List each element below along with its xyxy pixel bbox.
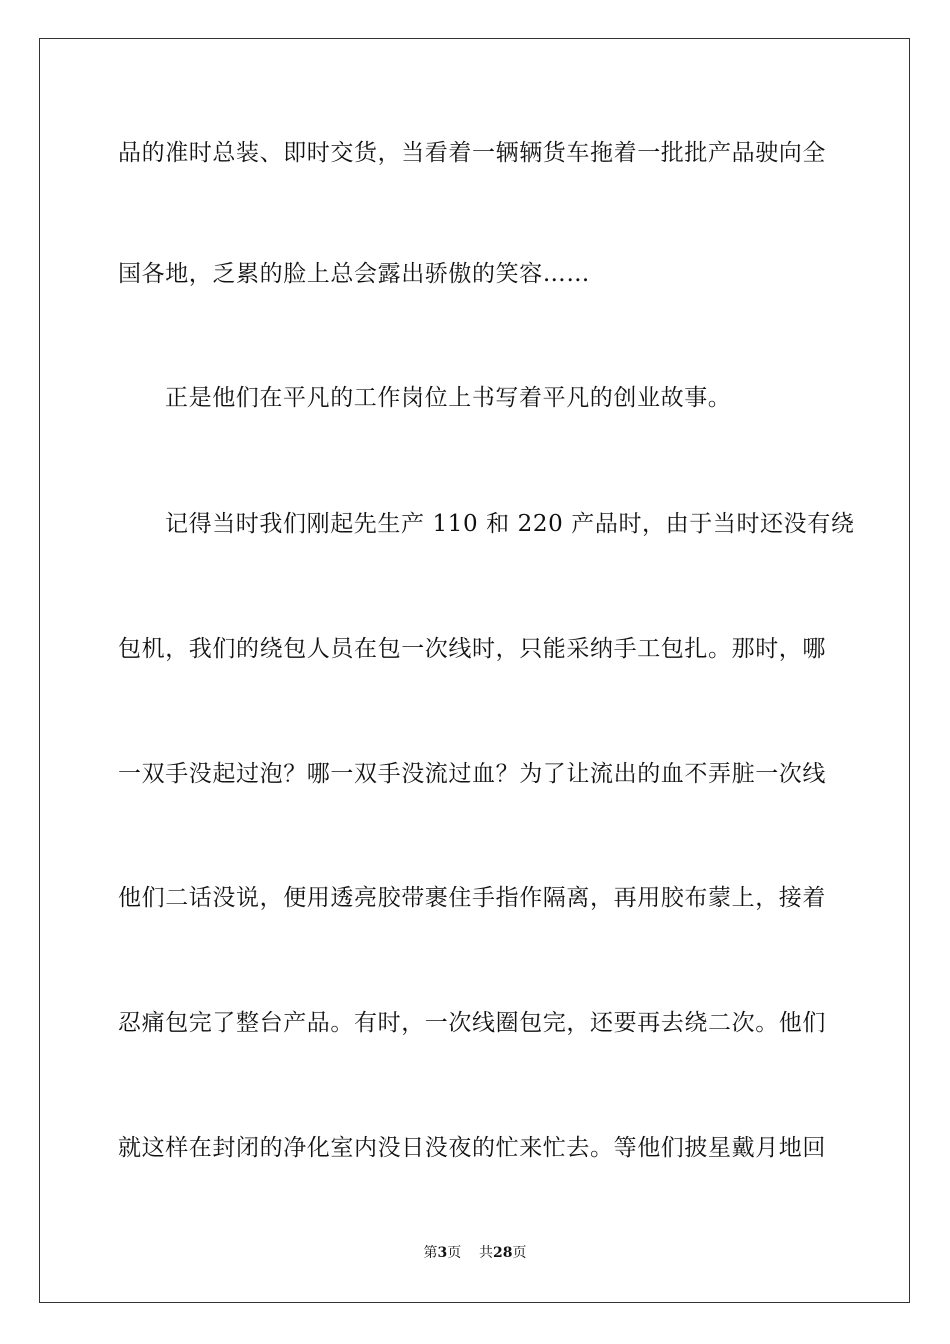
page-prefix: 第 bbox=[423, 1245, 438, 1261]
page-footer bbox=[0, 1244, 950, 1262]
text-line-1: 品的准时总装、即时交货，当看着一辆辆货车拖着一批批产品驶向全 bbox=[118, 140, 826, 166]
text-line-5: 包机，我们的绕包人员在包一次线时，只能采纳手工包扎。那时，哪 bbox=[118, 636, 826, 662]
page-suffix: 页 bbox=[447, 1245, 462, 1261]
total-suffix: 页 bbox=[512, 1245, 527, 1261]
text-line-7: 他们二话没说，便用透亮胶带裹住手指作隔离，再用胶布蒙上，接着 bbox=[118, 885, 826, 911]
text-line-2: 国各地，乏累的脸上总会露出骄傲的笑容…… bbox=[118, 261, 590, 287]
page-number: 3 bbox=[437, 1245, 448, 1261]
footer-spacer bbox=[461, 1245, 479, 1261]
text-line-8: 忍痛包完了整台产品。有时，一次线圈包完，还要再去绕二次。他们 bbox=[118, 1010, 826, 1036]
total-pages: 28 bbox=[493, 1245, 513, 1261]
text-line-3: 正是他们在平凡的工作岗位上书写着平凡的创业故事。 bbox=[165, 385, 732, 411]
total-prefix: 共 bbox=[479, 1245, 494, 1261]
page-border bbox=[39, 38, 910, 1303]
text-line-9: 就这样在封闭的净化室内没日没夜的忙来忙去。等他们披星戴月地回 bbox=[118, 1135, 826, 1161]
text-line-6: 一双手没起过泡？哪一双手没流过血？为了让流出的血不弄脏一次线 bbox=[118, 761, 826, 787]
text-line-4: 记得当时我们刚起先生产 110 和 220 产品时，由于当时还没有绕 bbox=[165, 511, 855, 537]
